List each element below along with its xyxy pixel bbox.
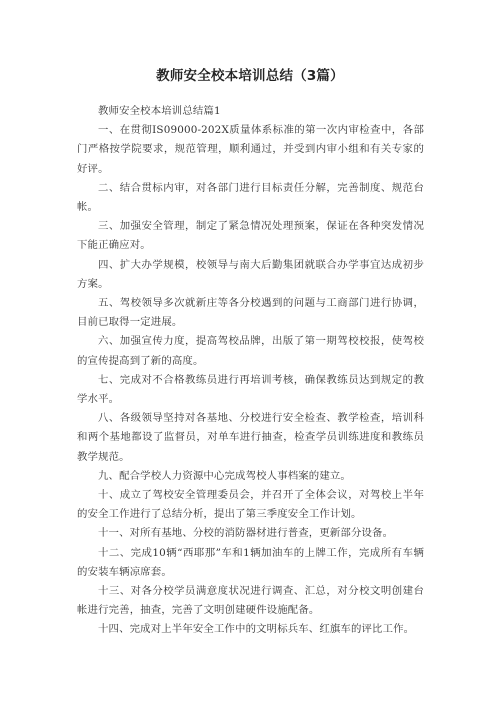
paragraph-9: 九、配合学校人力资源中心完成驾校人事档案的建立。: [98, 469, 351, 482]
paragraph-4: 四、扩大办学规模，校领导与南大后勤集团就联合办学事宜达成初步方案。: [77, 258, 424, 290]
paragraph-5: 五、驾校领导多次就新庄等各分校遇到的问题与工商部门进行协调，目前已取得一定进展。: [77, 297, 424, 329]
paragraph-3: 三、加强安全管理，制定了紧急情况处理预案，保证在各种突发情况下能正确应对。: [77, 220, 424, 252]
paragraph-13: 十三、对各分校学员满意度状况进行调查、汇总，对分校文明创建台帐进行完善，抽查，完善了文明创建硬件设施配备。: [77, 585, 424, 617]
paragraph-8: 八、各级领导坚持对各基地、分校进行安全检查、教学检查，培训科和两个基地都设了监督员，对单车进行抽查，检查学员训练进度和教练员教学规范。: [77, 412, 424, 463]
paragraph-7: 七、完成对不合格教练员进行再培训考核，确保教练员达到规定的教学水平。: [77, 373, 424, 406]
paragraph-12: 十二、完成10辆“西耶那”车和1辆加油车的上牌工作，完成所有车辆的安装车辆凉席套。: [77, 546, 424, 578]
paragraph-2: 二、结合贯标内审，对各部门进行目标责任分解，完善制度、规范台帐。: [77, 181, 424, 214]
paragraph-11: 十一、对所有基地、分校的消防器材进行普查，更新部分设备。: [98, 527, 394, 540]
paragraph-10: 十、成立了驾校安全管理委员会，并召开了全体会议，对驾校上半年的安全工作进行了总结分析，提出了第三季度安全工作计划。: [77, 489, 424, 521]
document-title: 教师安全校本培训总结（3篇）: [156, 68, 344, 84]
paragraph-6: 六、加强宣传力度，提高驾校品牌，出版了第一期驾校校报，使驾校的宣传提高到了新的高度。: [77, 335, 424, 367]
document-body: [77, 102, 424, 640]
paragraph-1: 一、在贯彻IS09000-202X质量体系标准的第一次内审检查中，各部门严格按学院要求，规范管理，顺利通过，并受到内审小组和有关专家的好评。: [77, 124, 424, 175]
paragraph-14: 十四、完成对上半年安全工作中的文明标兵车、红旗车的评比工作。: [98, 623, 415, 636]
section-heading: 教师安全校本培训总结篇1: [98, 105, 221, 117]
